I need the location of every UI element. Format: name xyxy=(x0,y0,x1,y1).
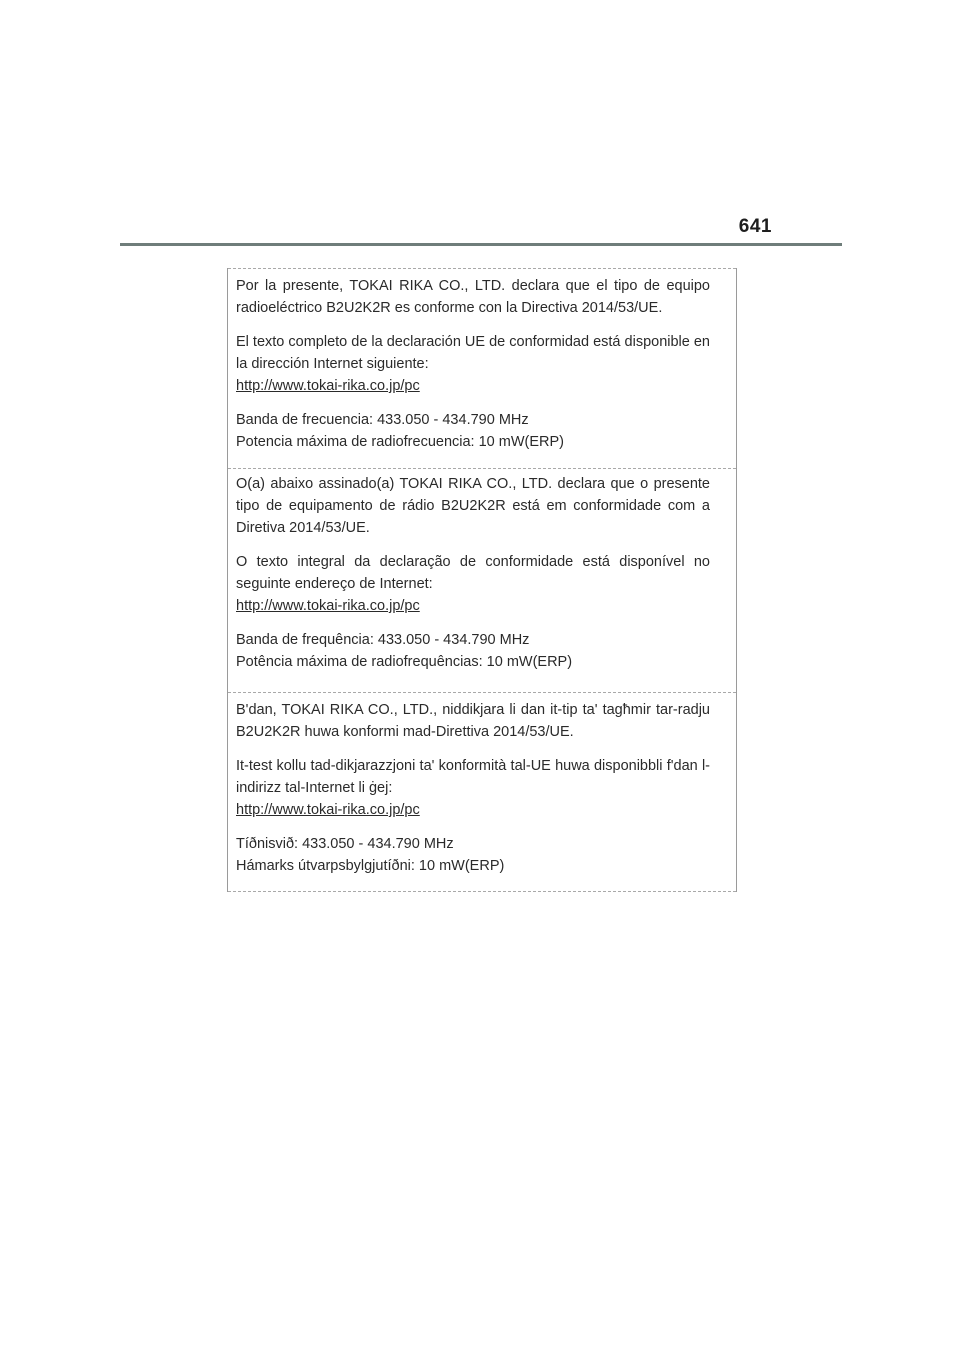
declaration-availability: It-test kollu tad-dikjarazzjoni ta' konformità tal-UE huwa disponibbli f'dan l-indirizz tal-Internet li ġej: xyxy=(236,758,710,796)
declaration-box xyxy=(227,268,737,892)
declaration-availability: O texto integral da declaração de conformidade está disponível no seguinte endereço de Internet: xyxy=(236,554,710,592)
declaration-specs xyxy=(236,629,710,673)
declaration-specs xyxy=(236,409,710,453)
declaration-specs xyxy=(236,833,710,877)
frequency-band: Banda de frequência: 433.050 - 434.790 MHz xyxy=(236,632,530,648)
declaration-section-spanish xyxy=(228,268,736,468)
declaration-section-portuguese xyxy=(228,468,736,692)
declaration-intro: Por la presente, TOKAI RIKA CO., LTD. declara que el tipo de equipo radioeléctrico B2U2K2R es conforme con la Directiva 2014/53/UE. xyxy=(236,278,710,316)
declaration-intro: B'dan, TOKAI RIKA CO., LTD., niddikjara li dan it-tip ta' tagħmir tar-radju B2U2K2R huwa konformi mad-Direttiva 2014/53/UE. xyxy=(236,702,710,740)
max-power: Hámarks útvarpsbylgjutíðni: 10 mW(ERP) xyxy=(236,858,505,874)
declaration-text xyxy=(236,755,710,821)
page-number: 641 xyxy=(738,216,772,237)
declaration-availability: El texto completo de la declaración UE de conformidad está disponible en la dirección Internet siguiente: xyxy=(236,334,710,372)
max-power: Potência máxima de radiofrequências: 10 mW(ERP) xyxy=(236,654,573,670)
header-rule xyxy=(120,243,842,246)
declaration-link[interactable]: http://www.tokai-rika.co.jp/pc xyxy=(236,802,420,818)
declaration-intro: O(a) abaixo assinado(a) TOKAI RIKA CO., LTD. declara que o presente tipo de equipamento de rádio B2U2K2R está em conformidade com a Diretiva 2014/53/UE. xyxy=(236,476,710,536)
declaration-link[interactable]: http://www.tokai-rika.co.jp/pc xyxy=(236,378,420,394)
declaration-text xyxy=(236,331,710,397)
declaration-link[interactable]: http://www.tokai-rika.co.jp/pc xyxy=(236,598,420,614)
frequency-band: Tíðnisvið: 433.050 - 434.790 MHz xyxy=(236,836,454,852)
declaration-section-maltese xyxy=(228,692,736,892)
max-power: Potencia máxima de radiofrecuencia: 10 mW(ERP) xyxy=(236,434,564,450)
declaration-text xyxy=(236,551,710,617)
frequency-band: Banda de frecuencia: 433.050 - 434.790 MHz xyxy=(236,412,529,428)
